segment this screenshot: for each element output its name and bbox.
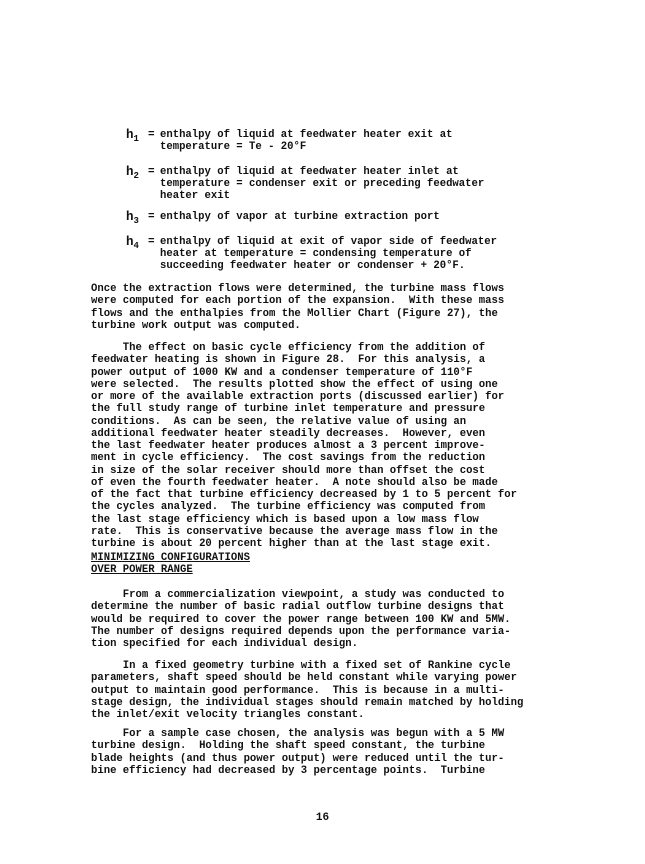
symbol-h4: $h_4$ [126,235,139,251]
section-heading-line-2: OVER POWER RANGE [91,564,193,576]
equals-sign: = [148,129,155,141]
equals-sign: = [148,166,155,178]
definition-text: enthalpy of liquid at feedwater heater exit at temperature = Te - 20°F [160,129,453,154]
paragraph-fixed-geometry: In a fixed geometry turbine with a fixed set of Rankine cycle parameters, shaft speed should be held constant while varying power output to maintain good performance. This is because in a multi- stage design, the individual stages should remain matched by holding the inlet/exit velocity triangles constant. [91,660,524,721]
definition-text: enthalpy of liquid at feedwater heater inlet at temperature = condenser exit or preceding feedwater heater exit [160,166,485,203]
symbol-h3: $h_3$ [126,210,139,226]
section-heading-line-1: MINIMIZING CONFIGURATIONS [91,552,250,564]
equals-sign: = [148,236,155,248]
paragraph-feedwater-heating: The effect on basic cycle efficiency from the addition of feedwater heating is shown in Figure 28. For this analysis, a power output of 1000 KW and a condenser temperature of 110°F were selected. The results plotted show the effect of using one or more of the available extraction ports (discussed earlier) for the full study range of turbine inlet temperature and pressure conditions. As can be seen, the relative value of using an additional feedwater heater steadily decreases. However, even the last feedwater heater produces almost a 3 percent improve- ment in cycle efficiency. The cost savings from the reduction in size of the solar receiver should more than offset the cost of even the fourth feedwater heater. A note should also be made of the fact that turbine efficiency decreased by 1 to 5 percent for the cycles analyzed. The turbine efficiency was computed from the last stage efficiency which is based upon a low mass flow rate. This is conservative because the average mass flow in the turbine is about 20 percent higher than at the last stage exit. [91,342,517,550]
definition-text: enthalpy of liquid at exit of vapor side of feedwater heater at temperature = condensing temperature of succeeding feedwater heater or condenser + 20°F. [160,236,497,273]
symbol-h2: $h_2$ [126,165,139,181]
paragraph-commercialization: From a commercialization viewpoint, a study was conducted to determine the number of basic radial outflow turbine designs that would be required to cover the power range between 100 KW and 5MW. The number of designs required depends upon the performance varia- tion specified for each individual design. [91,589,511,650]
definition-text: enthalpy of vapor at turbine extraction port [160,211,440,223]
paragraph-sample-case: For a sample case chosen, the analysis was begun with a 5 MW turbine design. Holding the shaft speed constant, the turbine blade heights (and thus power output) were reduced until the tur- bine efficiency had decreased by 3 percentage points. Turbine [91,728,505,777]
page-number: 16 [315,812,330,824]
paragraph-mass-flows: Once the extraction flows were determined, the turbine mass flows were computed for each portion of the expansion. With these mass flows and the enthalpies from the Mollier Chart (Figure 27), the turbine work output was computed. [91,283,505,332]
equals-sign: = [148,211,155,223]
symbol-h1: $h_1$ [126,128,139,144]
